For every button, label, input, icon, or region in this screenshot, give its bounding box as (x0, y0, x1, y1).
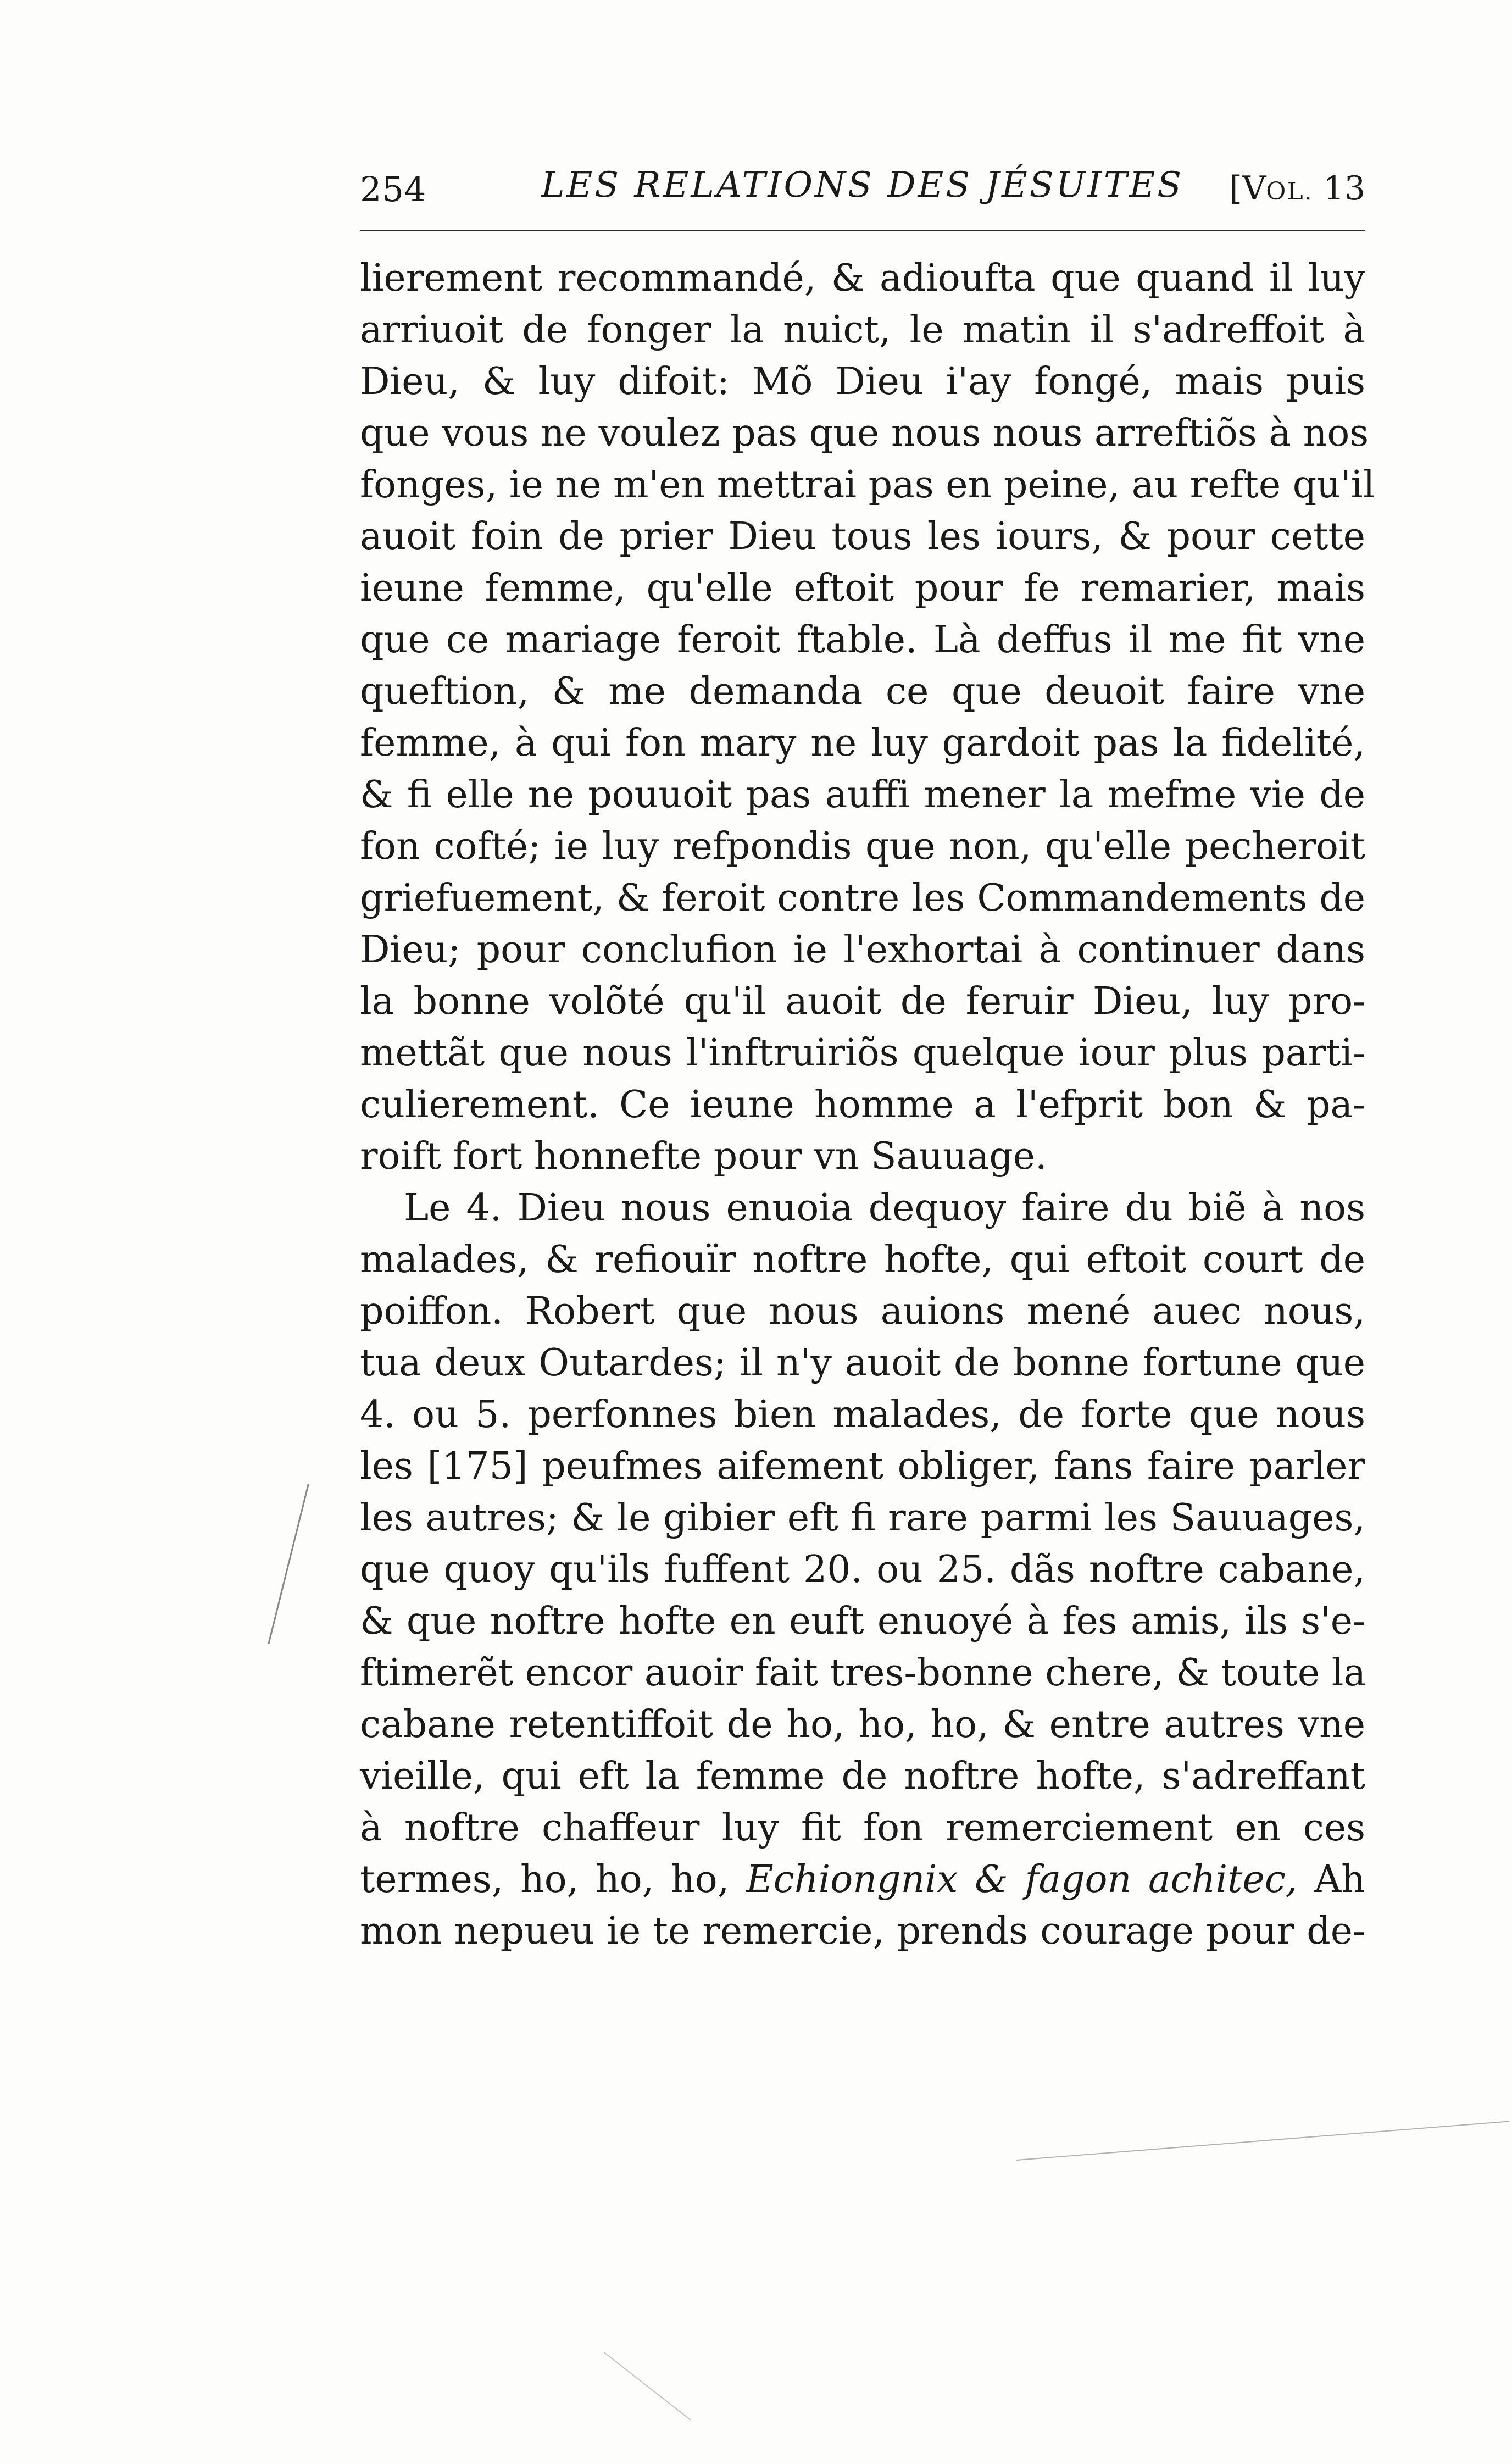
volume-abbrev: OL. (1266, 177, 1313, 206)
text-line: queftion, & me demanda ce que deuoit faire vne (360, 670, 1365, 713)
header-rule (360, 230, 1365, 231)
text-line: arriuoit de fonger la nuict, le matin il s'adreffoit à (360, 308, 1365, 352)
text-line: à noftre chaffeur luy fit fon remerciement en ces (360, 1806, 1365, 1850)
text-line: Dieu, & luy difoit: Mõ Dieu i'ay fongé, mais puis (360, 360, 1365, 403)
text-line: & que noftre hofte en euft enuoyé à fes amis, ils s'e- (360, 1600, 1365, 1643)
volume-bracket: [V (1229, 169, 1266, 208)
italic-phrase: Echiongnix & fagon achitec, (746, 1858, 1298, 1901)
scan-artifact-stroke (604, 2352, 691, 2421)
scan-artifact-stroke (1016, 2121, 1509, 2161)
body-text (360, 253, 1375, 1957)
volume-reference (1230, 169, 1365, 208)
text-line: que vous ne voulez pas que nous nous arreftiõs à nos (360, 412, 1369, 455)
text-line: la bonne volõté qu'il auoit de feruir Dieu, luy pro- (360, 980, 1365, 1023)
text-line: les [175] peufmes aifement obliger, fans faire parler (360, 1445, 1365, 1488)
text-line: mon nepueu ie te remercie, prends courage pour de- (360, 1910, 1365, 1953)
volume-number: 13 (1323, 169, 1365, 208)
text-line: tua deux Outardes; il n'y auoit de bonne fortune que (360, 1341, 1365, 1385)
text-line: que quoy qu'ils fuffent 20. ou 25. dãs noftre cabane, (360, 1548, 1365, 1591)
text-line: lierement recommandé, & adioufta que quand il luy (360, 257, 1365, 300)
running-title: LES RELATIONS DES JÉSUITES (541, 165, 1184, 206)
text-line: & fi elle ne pouuoit pas auffi mener la mefme vie de (360, 773, 1365, 817)
text-line: ieune femme, qu'elle eftoit pour fe remarier, mais (360, 567, 1365, 610)
text-line: que ce mariage feroit ftable. Là deffus il me fit vne (360, 618, 1365, 662)
running-header (360, 165, 1365, 220)
scan-artifact-stroke (268, 1484, 309, 1644)
text-line: femme, à qui fon mary ne luy gardoit pas la fidelité, (360, 722, 1365, 765)
text-line: les autres; & le gibier eft fi rare parmi les Sauuages, (360, 1496, 1365, 1540)
text-line: auoit foin de prier Dieu tous les iours, & pour cette (360, 515, 1365, 558)
text-line: malades, & refiouïr noftre hofte, qui eftoit court de (360, 1238, 1365, 1281)
text-line: culierement. Ce ieune homme a l'efprit bon & pa- (360, 1083, 1365, 1126)
text-line: cabane retentiffoit de ho, ho, ho, & entre autres vne (360, 1703, 1365, 1746)
page-number: 254 (360, 169, 427, 209)
text-line: mettãt que nous l'inftruiriõs quelque iour plus parti- (360, 1031, 1365, 1075)
text-line: poiffon. Robert que nous auions mené auec nous, (360, 1290, 1365, 1333)
text-line: Le 4. Dieu nous enuoia dequoy faire du biẽ à nos (404, 1186, 1365, 1230)
text-line: roift fort honnefte pour vn Sauuage. (360, 1135, 1047, 1178)
text-line: Dieu; pour conclufion ie l'exhortai à continuer dans (360, 928, 1365, 972)
line-text-before: termes, ho, ho, ho, (360, 1858, 747, 1901)
text-line: 4. ou 5. perfonnes bien malades, de forte que nous (360, 1393, 1365, 1436)
text-line-with-italic (360, 1854, 1365, 1906)
text-line: fonges, ie ne m'en mettrai pas en peine, au refte qu'il (360, 463, 1375, 507)
text-line: ftimerẽt encor auoir fait tres-bonne chere, & toute la (360, 1651, 1366, 1695)
text-line: vieille, qui eft la femme de noftre hofte, s'adreffant (360, 1755, 1365, 1798)
text-line: griefuement, & feroit contre les Commandements de (360, 876, 1365, 920)
text-line: fon cofté; ie luy refpondis que non, qu'elle pecheroit (360, 825, 1365, 868)
line-text-after: Ah (1297, 1858, 1365, 1901)
